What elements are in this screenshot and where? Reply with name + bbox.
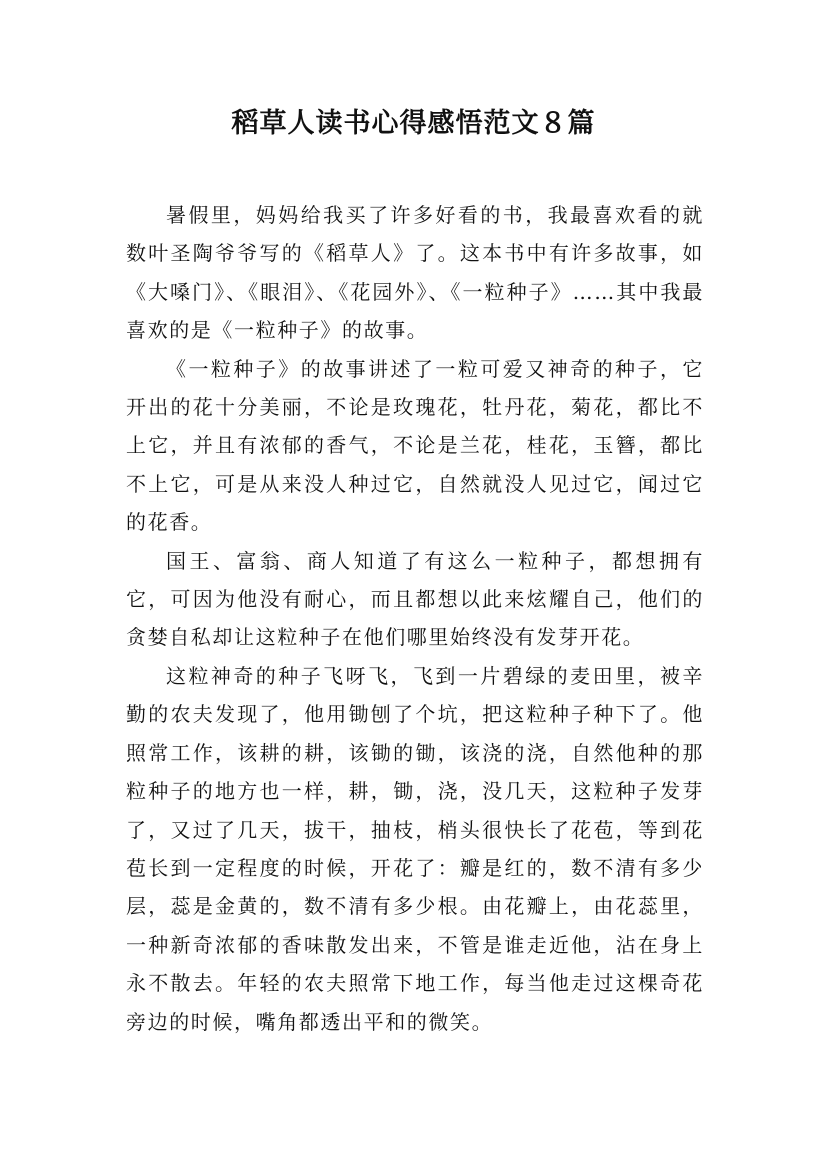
paragraph-1: 暑假里，妈妈给我买了许多好看的书，我最喜欢看的就数叶圣陶爷爷写的《稻草人》了。这本书中有许多故事，如《大嗓门》、《眼泪》、《花园外》、《一粒种子》……其中我最喜欢的是《一粒种子》的故事。	[126, 203, 704, 343]
paragraph-4: 这粒神奇的种子飞呀飞，飞到一片碧绿的麦田里，被辛勤的农夫发现了，他用锄刨了个坑，把这粒种子种下了。他照常工作，该耕的耕，该锄的锄，该浇的浇，自然他种的那粒种子的地方也一样，耕，锄，浇，没几天，这粒种子发芽了，又过了几天，拔干，抽枝，梢头很快长了花苞，等到花苞长到一定程度的时候，开花了：瓣是红的，数不清有多少层，蕊是金黄的，数不清有多少根。由花瓣上，由花蕊里，一种新奇浓郁的香味散发出来，不管是谁走近他，沾在身上永不散去。年轻的农夫照常下地工作，每当他走过这棵奇花旁边的时候，嘴角都透出平和的微笑。	[126, 663, 704, 1034]
paragraph-2: 《一粒种子》的故事讲述了一粒可爱又神奇的种子，它开出的花十分美丽，不论是玫瑰花，牡丹花，菊花，都比不上它，并且有浓郁的香气，不论是兰花，桂花，玉簪，都比不上它，可是从来没人种过它，自然就没人见过它，闻过它的花香。	[126, 356, 704, 535]
document-title: 稻草人读书心得感悟范文８篇	[231, 108, 596, 139]
paragraph-3: 国王、富翁、商人知道了有这么一粒种子，都想拥有它，可因为他没有耐心，而且都想以此来炫耀自己，他们的贪婪自私却让这粒种子在他们哪里始终没有发芽开花。	[126, 548, 704, 650]
document-body	[126, 196, 704, 1041]
